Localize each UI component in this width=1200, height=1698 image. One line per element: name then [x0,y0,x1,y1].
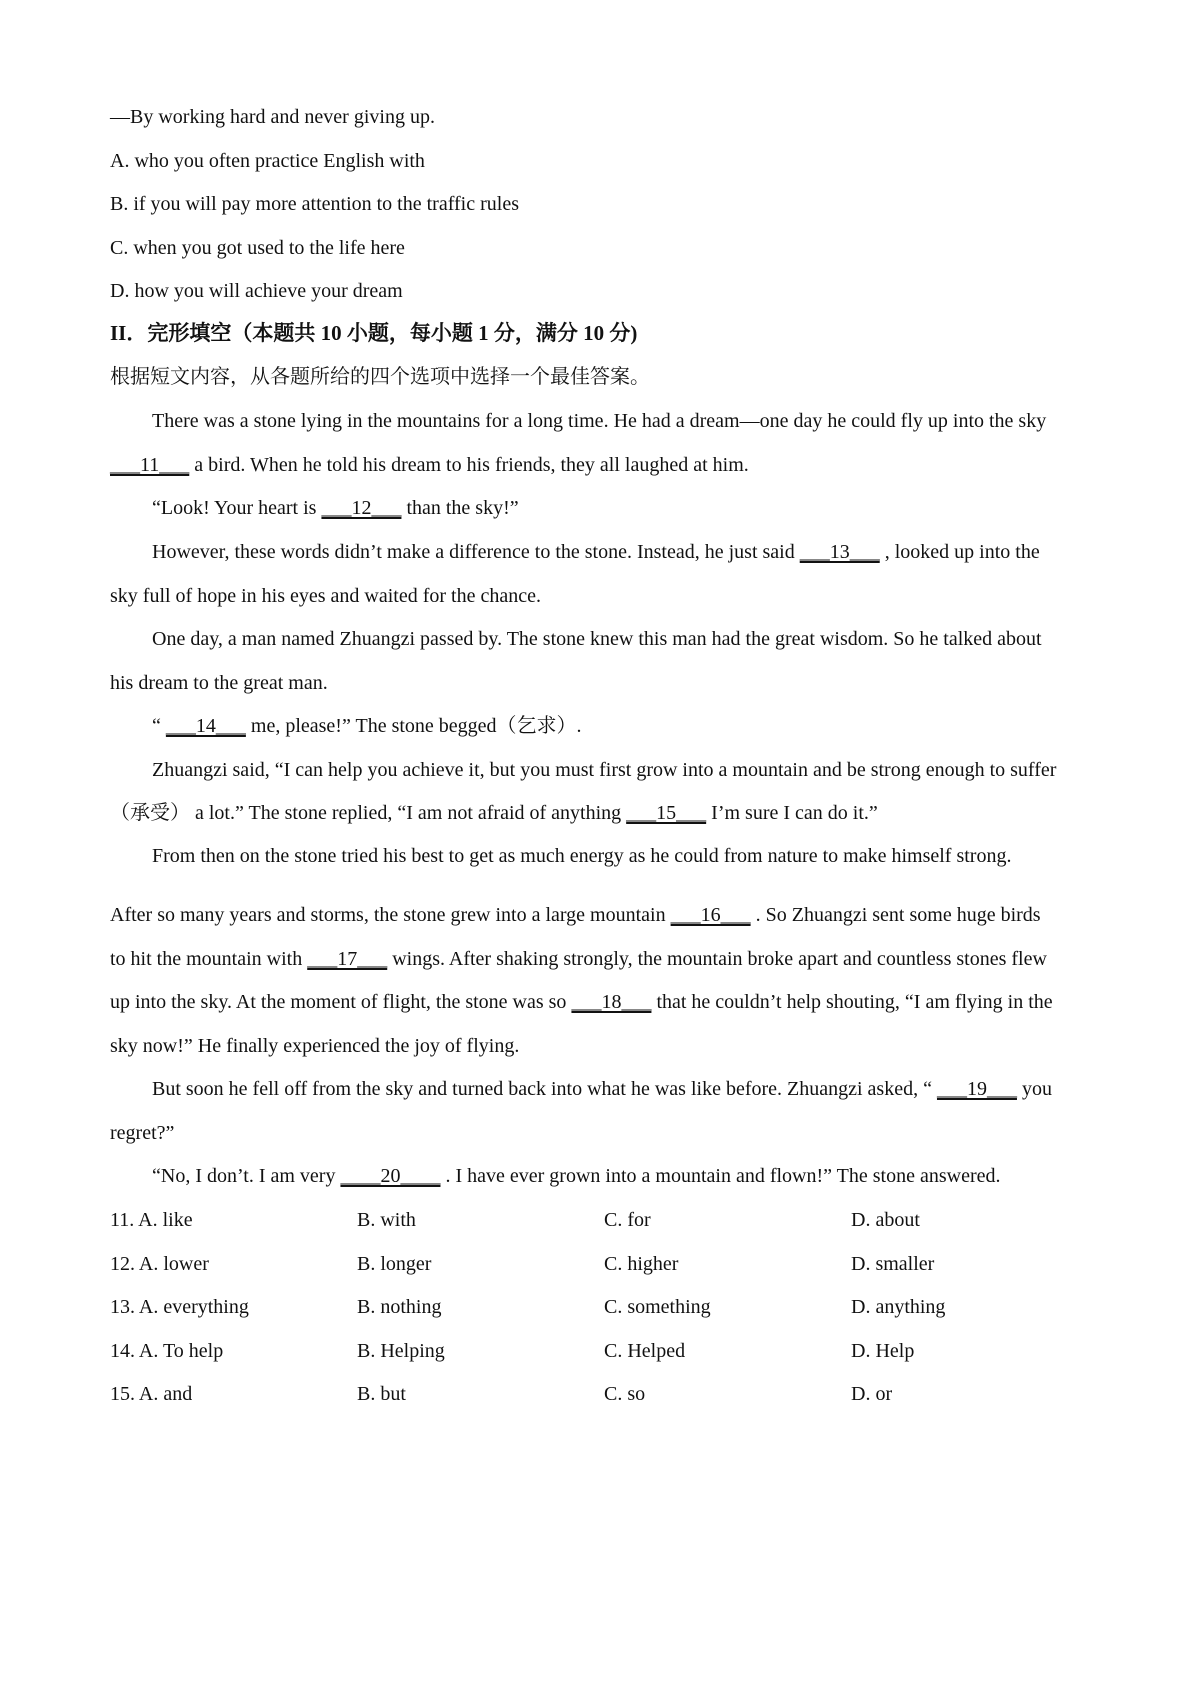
choice-a: 13. A. everything [110,1296,249,1318]
question-row [110,1297,1100,1321]
choice-c: C. so [604,1383,646,1405]
choice-b: B. but [357,1383,406,1405]
answer-line: —By working hard and never giving up. [110,106,435,128]
passage-line: regret?” [110,1122,175,1144]
blank-20: ____20____ [340,1165,441,1187]
passage-line: One day, a man named Zhuangzi passed by. The stone knew this man had the great wisdom. So he talked about [152,628,1042,650]
choice-d: D. or [851,1383,893,1405]
choice-d: D. anything [851,1296,946,1318]
blank-17: ___17___ [307,948,388,970]
passage-line: his dream to the great man. [110,672,328,694]
section-title: II．完形填空（本题共 10 小题，每小题 1 分，满分 10 分) [110,321,638,345]
choice-b: B. nothing [357,1296,442,1318]
blank-16: ___16___ [670,904,751,926]
choice-a: 14. A. To help [110,1340,224,1362]
passage-line: ___11___ a bird. When he told his dream to his friends, they all laughed at him. [110,454,749,476]
blank-18: ___18___ [571,991,652,1013]
choice-c: C. higher [604,1253,679,1275]
question-row [110,1210,1100,1234]
passage-line: After so many years and storms, the stone grew into a large mountain ___16___ . So Zhuangzi sent some huge birds [110,904,1041,926]
passage-line: up into the sky. At the moment of flight, the stone was so ___18___ that he couldn’t help shouting, “I am flying in the [110,991,1053,1013]
blank-13: ___13___ [799,541,880,563]
blank-15: ___15___ [626,802,707,824]
choice-a: 12. A. lower [110,1253,209,1275]
choice-d: D. about [851,1209,920,1231]
choice-d: D. smaller [851,1253,935,1275]
question-row [110,1341,1100,1365]
section-instruction: 根据短文内容，从各题所给的四个选项中选择一个最佳答案。 [110,366,650,388]
option-c: C. when you got used to the life here [110,237,405,259]
blank-11: ___11___ [110,454,190,476]
passage-line: But soon he fell off from the sky and turned back into what he was like before. Zhuangzi asked, “ ___19___ you [152,1078,1052,1100]
choice-c: C. Helped [604,1340,686,1362]
passage-line: “Look! Your heart is ___12___ than the sky!” [152,497,519,519]
choice-c: C. something [604,1296,711,1318]
option-a: A. who you often practice English with [110,150,425,172]
passage-line: Zhuangzi said, “I can help you achieve it, but you must first grow into a mountain and be strong enough to suffer [152,759,1057,781]
blank-14: ___14___ [165,715,246,737]
passage-line: “No, I don’t. I am very ____20____ . I have ever grown into a mountain and flown!” The stone answered. [152,1165,1001,1187]
blank-12: ___12___ [321,497,402,519]
choice-d: D. Help [851,1340,915,1362]
question-row [110,1384,1100,1408]
passage-line: There was a stone lying in the mountains for a long time. He had a dream—one day he could fly up into the sky [152,410,1047,432]
choice-a: 11. A. like [110,1209,193,1231]
choice-b: B. with [357,1209,416,1231]
choice-a: 15. A. and [110,1383,193,1405]
blank-19: ___19___ [936,1078,1017,1100]
passage-line: However, these words didn’t make a difference to the stone. Instead, he just said ___13___ , looked up into the [152,541,1040,563]
passage-line: to hit the mountain with ___17___ wings. After shaking strongly, the mountain broke apart and countless stones flew [110,948,1047,970]
option-d: D. how you will achieve your dream [110,280,403,302]
choice-b: B. longer [357,1253,432,1275]
choice-b: B. Helping [357,1340,445,1362]
question-row [110,1254,1100,1278]
passage-line: “ ___14___ me, please!” The stone begged（乞求）. [152,715,582,737]
passage-line: sky now!” He finally experienced the joy of flying. [110,1035,520,1057]
choice-c: C. for [604,1209,651,1231]
option-b: B. if you will pay more attention to the traffic rules [110,193,519,215]
passage-line: From then on the stone tried his best to get as much energy as he could from nature to make himself strong. [152,845,1012,867]
passage-line: sky full of hope in his eyes and waited for the chance. [110,585,541,607]
passage-line: （承受） a lot.” The stone replied, “I am not afraid of anything ___15___ I’m sure I can do it.” [110,802,878,824]
